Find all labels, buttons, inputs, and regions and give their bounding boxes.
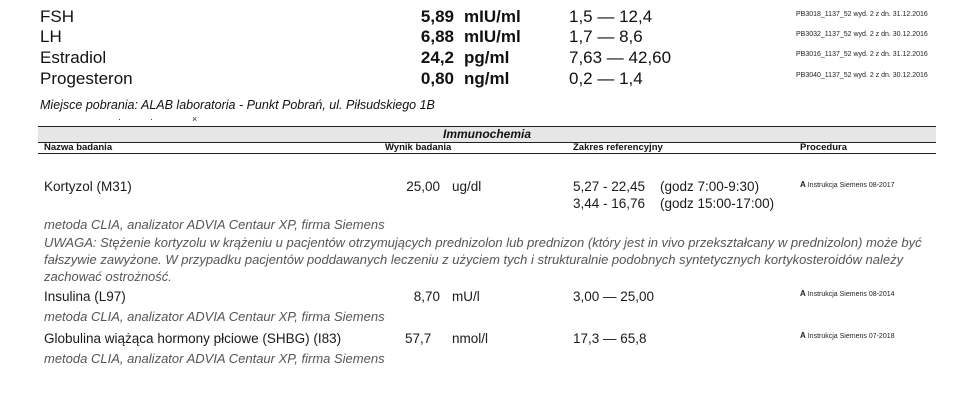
scan-mark: ·: [150, 114, 153, 124]
column-header-result: Wynik badania: [385, 142, 452, 153]
result-unit-lh: mIU/ml: [464, 27, 521, 46]
test-warning: UWAGA: Stężenie kortyzolu w krążeniu u pacjentów otrzymujących prednizolon lub prednizon (który jest in vivo przekształcany w prednizolon) może być fałszywie zawyżone. W przypadku pacjentów poddawanych leczeniu z użyciem tych i strukturalnie podobnych syntetycznych kortykosteroidów należy zachować ostrożność.: [44, 235, 922, 284]
result-unit-progesteron: ng/ml: [464, 69, 510, 88]
result-name-lh: LH: [40, 27, 62, 46]
section-header-bar: [38, 126, 936, 143]
test-procedure: [800, 289, 895, 298]
result-value-estradiol: 24,2: [420, 48, 454, 67]
test-method: metoda CLIA, analizator ADVIA Centaur XP, firma Siemens: [44, 309, 385, 324]
test-name: Kortyzol (M31): [44, 179, 132, 194]
result-unit-fsh: mIU/ml: [464, 7, 521, 26]
procedure-text: Instrukcja Siemens 08-2014: [807, 291, 895, 298]
column-header-procedure: Procedura: [800, 142, 847, 153]
result-unit-estradiol: pg/ml: [464, 48, 510, 67]
result-range-progesteron: 0,2 — 1,4: [569, 69, 643, 88]
test-procedure: [800, 180, 895, 189]
test-unit: ug/dl: [452, 179, 482, 194]
procedure-code: A: [800, 180, 806, 189]
column-header-range: Zakres referencyjny: [573, 142, 663, 153]
procedure-code: A: [800, 331, 806, 340]
test-range: 17,3 — 65,8: [573, 331, 647, 346]
result-procedure-estradiol: PB3016_1137_52 wyd. 2 z dn. 31.12.2016: [796, 51, 928, 58]
test-method: metoda CLIA, analizator ADVIA Centaur XP, firma Siemens: [44, 351, 385, 366]
test-range-afternoon: 3,44 - 16,76: [573, 196, 646, 211]
test-procedure: [800, 331, 895, 340]
test-range-morning: 5,27 - 22,45: [573, 179, 646, 194]
test-value: 57,7: [405, 331, 432, 346]
test-range: 3,00 — 25,00: [573, 289, 655, 304]
test-range-morning-time: (godz 7:00-9:30): [660, 179, 760, 194]
result-procedure-progesteron: PB3040_1137_52 wyd. 2 z dn. 30.12.2016: [796, 72, 928, 79]
result-name-fsh: FSH: [40, 7, 74, 26]
result-range-estradiol: 7,63 — 42,60: [569, 48, 672, 67]
scan-mark: ·: [118, 114, 121, 124]
procedure-text: Instrukcja Siemens 08-2017: [807, 182, 895, 189]
test-unit: mU/l: [452, 289, 480, 304]
result-name-estradiol: Estradiol: [40, 48, 107, 67]
result-range-fsh: 1,5 — 12,4: [569, 7, 653, 26]
test-name: Globulina wiążąca hormony płciowe (SHBG) (I83): [44, 331, 342, 346]
sample-place: Miejsce pobrania: ALAB laboratoria - Punkt Pobrań, ul. Piłsudskiego 1B: [40, 98, 435, 112]
result-value-fsh: 5,89: [420, 7, 454, 26]
result-procedure-fsh: PB3018_1137_52 wyd. 2 z dn. 31.12.2016: [796, 11, 928, 18]
header-divider: [38, 153, 936, 154]
section-title: Immunochemia: [442, 127, 532, 141]
result-name-progesteron: Progesteron: [40, 69, 133, 88]
result-range-lh: 1,7 — 8,6: [569, 27, 643, 46]
test-name: Insulina (L97): [44, 289, 126, 304]
test-value: 8,70: [413, 289, 440, 304]
test-range-afternoon-time: (godz 15:00-17:00): [660, 196, 775, 211]
result-value-progesteron: 0,80: [420, 69, 454, 88]
result-procedure-lh: PB3032_1137_52 wyd. 2 z dn. 30.12.2016: [796, 31, 928, 38]
procedure-text: Instrukcja Siemens 07-2018: [807, 333, 895, 340]
test-unit: nmol/l: [452, 331, 489, 346]
procedure-code: A: [800, 289, 806, 298]
column-header-name: Nazwa badania: [44, 142, 113, 153]
scan-mark: ×: [192, 114, 198, 124]
test-value: 25,00: [406, 179, 440, 194]
test-method: metoda CLIA, analizator ADVIA Centaur XP, firma Siemens: [44, 217, 385, 232]
result-value-lh: 6,88: [420, 27, 454, 46]
